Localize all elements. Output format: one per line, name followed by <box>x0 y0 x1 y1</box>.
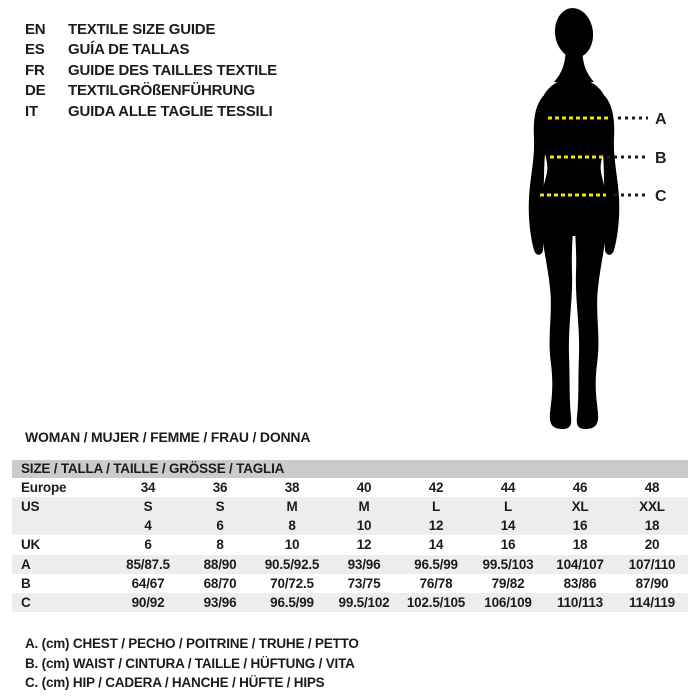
marker-label-b: B <box>655 150 667 167</box>
size-cell: 8 <box>216 537 224 553</box>
size-cell: 83/86 <box>563 575 597 591</box>
table-row-europe <box>12 478 688 497</box>
size-cell: 48 <box>644 480 660 495</box>
legend-waist: B. (cm) WAIST / CINTURA / TAILLE / HÜFTUNG / VITA <box>25 655 355 671</box>
size-cell: 8 <box>288 518 296 534</box>
language-title: TEXTILGRÖßENFÜHRUNG <box>68 82 256 100</box>
table-row-waist <box>12 574 688 593</box>
row-label: Europe <box>21 480 67 495</box>
size-cell: 20 <box>644 537 660 553</box>
language-row-it <box>25 102 277 122</box>
size-cell: 44 <box>500 480 516 495</box>
size-cell: 96.5/99 <box>414 556 458 572</box>
size-cell: 73/75 <box>347 575 381 591</box>
measurement-figure <box>490 0 700 440</box>
size-cell: 70/72.5 <box>270 575 314 591</box>
size-cell: 110/113 <box>557 594 603 610</box>
size-cell: 6 <box>144 537 152 553</box>
size-cell: 40 <box>356 480 372 495</box>
size-cell: 90/92 <box>131 594 165 610</box>
size-cell: 90.5/92.5 <box>264 556 320 572</box>
size-cell: 104/107 <box>556 556 604 572</box>
table-row-us-numbers <box>12 516 688 535</box>
size-cell: 114/119 <box>629 594 675 610</box>
size-cell: L <box>431 499 441 515</box>
size-cell: 87/90 <box>635 575 669 591</box>
row-label: A <box>21 556 31 572</box>
language-title: GUÍA DE TALLAS <box>68 41 190 59</box>
size-cell: 10 <box>356 518 372 534</box>
size-cell: L <box>503 499 513 515</box>
size-cell: 96.5/99 <box>270 594 314 610</box>
size-cell: 12 <box>356 537 372 553</box>
size-cell: 16 <box>500 537 516 553</box>
size-cell: 107/110 <box>628 556 676 572</box>
size-cell: XL <box>571 499 589 515</box>
table-row-us-letters <box>12 497 688 516</box>
size-cell: 36 <box>212 480 228 495</box>
row-label <box>12 516 112 535</box>
size-cell: M <box>286 499 298 515</box>
row-label: B <box>21 575 31 591</box>
size-cell: 93/96 <box>347 556 381 572</box>
size-cell: 88/90 <box>203 556 237 572</box>
size-cell: 6 <box>216 518 224 534</box>
section-heading: WOMAN / MUJER / FEMME / FRAU / DONNA <box>25 429 311 445</box>
size-cell: 14 <box>500 518 516 534</box>
language-row-en <box>25 20 277 40</box>
size-table <box>12 460 688 612</box>
language-title: TEXTILE SIZE GUIDE <box>68 21 216 38</box>
row-label: US <box>21 499 40 515</box>
language-code: IT <box>25 102 38 120</box>
size-cell: 38 <box>284 480 300 495</box>
size-cell: 14 <box>428 537 444 553</box>
language-row-es <box>25 40 277 60</box>
size-cell: 76/78 <box>419 575 453 591</box>
size-cell: 42 <box>428 480 444 495</box>
size-cell: 10 <box>284 537 300 553</box>
table-row-uk <box>12 535 688 554</box>
legend-chest: A. (cm) CHEST / PECHO / POITRINE / TRUHE / PETTO <box>25 636 359 651</box>
language-row-de <box>25 81 277 101</box>
table-row-hip <box>12 593 688 612</box>
language-title: GUIDE DES TAILLES TEXTILE <box>68 61 277 79</box>
size-cell: S <box>143 499 153 515</box>
size-cell: XXL <box>639 499 665 515</box>
size-cell: 68/70 <box>203 575 237 591</box>
table-row-chest <box>12 555 688 574</box>
language-code: ES <box>25 41 45 59</box>
size-cell: 46 <box>572 480 588 495</box>
language-code: FR <box>25 61 45 79</box>
size-table-header: SIZE / TALLA / TAILLE / GRÖSSE / TAGLIA <box>12 460 688 478</box>
size-cell: 106/109 <box>484 594 532 610</box>
size-cell: 102.5/105 <box>406 594 466 610</box>
language-title: GUIDA ALLE TAGLIE TESSILI <box>68 102 273 120</box>
language-code: DE <box>25 82 46 100</box>
size-cell: 18 <box>572 537 588 553</box>
size-cell: 34 <box>140 480 156 495</box>
size-cell: 85/87.5 <box>126 556 170 572</box>
size-cell: 4 <box>144 518 152 534</box>
language-code: EN <box>25 21 46 38</box>
language-row-fr <box>25 61 277 81</box>
language-list <box>25 20 277 122</box>
row-label: UK <box>21 537 41 553</box>
size-cell: 16 <box>572 518 588 534</box>
size-cell: 64/67 <box>131 575 165 591</box>
size-cell: S <box>215 499 225 515</box>
size-cell: 99.5/103 <box>482 556 534 572</box>
size-cell: 79/82 <box>491 575 525 591</box>
size-cell: 18 <box>644 518 660 534</box>
marker-label-a: A <box>655 111 667 128</box>
size-cell: M <box>358 499 370 515</box>
size-cell: 93/96 <box>203 594 237 610</box>
size-cell: 12 <box>428 518 444 534</box>
row-label: C <box>21 594 31 610</box>
measurement-legend <box>25 634 359 693</box>
legend-hip: C. (cm) HIP / CADERA / HANCHE / HÜFTE / HIPS <box>25 675 325 690</box>
size-cell: 99.5/102 <box>338 594 390 610</box>
woman-silhouette-icon <box>490 0 700 440</box>
marker-label-c: C <box>655 188 667 205</box>
